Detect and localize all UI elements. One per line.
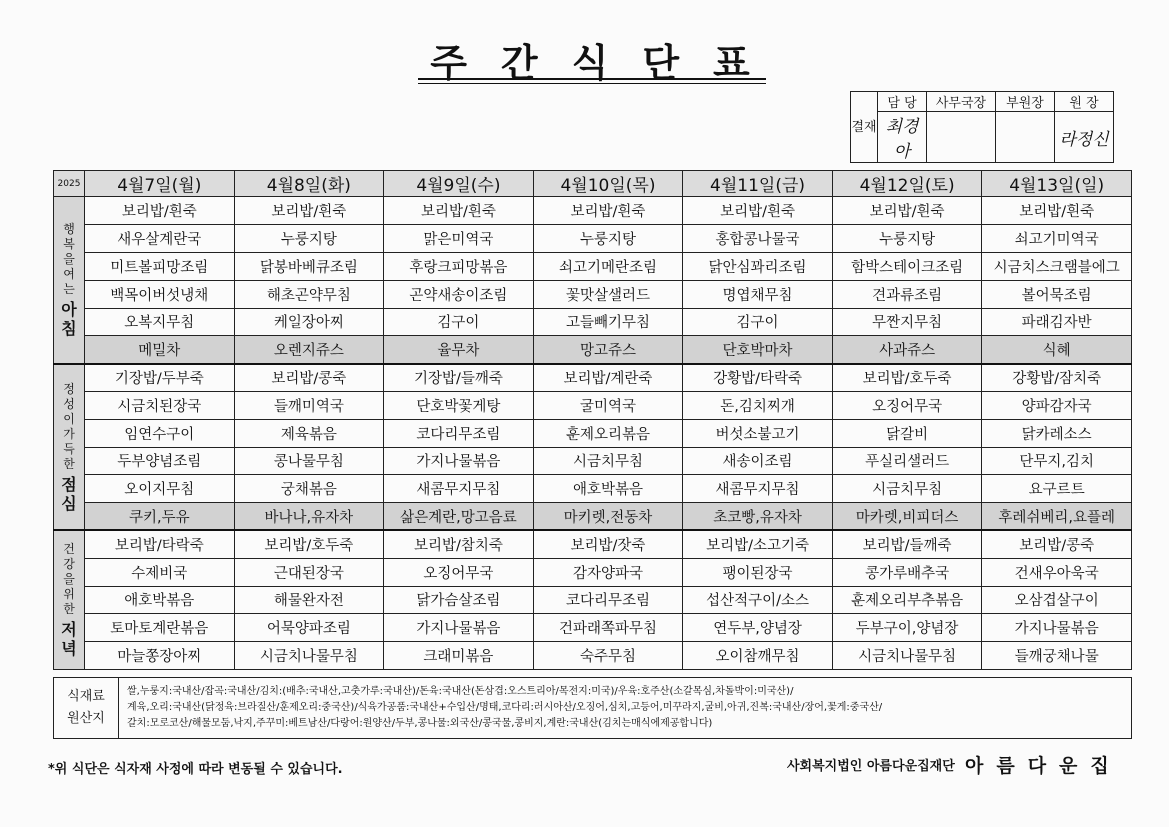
menu-body — [54, 171, 1132, 670]
menu-cell: 미트볼피망조림 — [85, 252, 235, 280]
menu-cell: 마카렛,비피더스 — [832, 503, 982, 531]
approval-header-vice-director: 부원장 — [996, 92, 1055, 112]
title-underline-thin — [418, 83, 766, 84]
page-title — [380, 34, 800, 84]
menu-cell: 보리밥/흰죽 — [85, 197, 235, 225]
approval-signature-secretary — [927, 112, 996, 163]
origin-table — [53, 677, 1132, 739]
menu-row — [54, 642, 1132, 670]
menu-cell: 보리밥/콩죽 — [982, 530, 1132, 558]
menu-cell: 돈,김치찌개 — [683, 391, 833, 419]
menu-cell: 가지나물볶음 — [982, 614, 1132, 642]
meal-label-cell — [54, 530, 85, 669]
menu-row — [54, 391, 1132, 419]
menu-cell: 명엽채무침 — [683, 280, 833, 308]
menu-row — [54, 447, 1132, 475]
menu-cell: 근대된장국 — [234, 558, 384, 586]
menu-cell: 쇠고기미역국 — [982, 225, 1132, 253]
menu-cell: 감자양파국 — [533, 558, 683, 586]
menu-cell: 수제비국 — [85, 558, 235, 586]
menu-cell: 보리밥/계란죽 — [533, 364, 683, 392]
origin-label — [54, 678, 119, 739]
day-header: 4월9일(수) — [384, 171, 534, 197]
day-header: 4월12일(토) — [832, 171, 982, 197]
day-header: 4월7일(월) — [85, 171, 235, 197]
menu-cell: 고들빼기무침 — [533, 308, 683, 336]
menu-change-note: *위 식단은 식자재 사정에 따라 변동될 수 있습니다. — [48, 762, 343, 777]
menu-cell: 보리밥/흰죽 — [384, 197, 534, 225]
menu-cell: 김구이 — [683, 308, 833, 336]
menu-cell: 바나나,유자차 — [234, 503, 384, 531]
meal-label — [60, 542, 78, 658]
menu-cell: 오렌지쥬스 — [234, 336, 384, 364]
menu-cell: 어묵양파조림 — [234, 614, 384, 642]
year-cell: 2025 — [54, 171, 85, 197]
menu-cell: 꽃맛살샐러드 — [533, 280, 683, 308]
approval-signature-vice-director — [996, 112, 1055, 163]
menu-cell: 기장밥/두부죽 — [85, 364, 235, 392]
approval-header-secretary: 사무국장 — [927, 92, 996, 112]
meal-name: 점심 — [61, 474, 77, 513]
menu-cell: 들깨궁채나물 — [982, 642, 1132, 670]
menu-cell: 백목이버섯냉채 — [85, 280, 235, 308]
menu-cell: 함박스테이크조림 — [832, 252, 982, 280]
origin-line: 쌀,누룽지:국내산/잡곡:국내산/김치:(배추:국내산,고춧가루:국내산)/돈육:국내산(돈삼겹:오스트리아/목전지:미국)/우육:호주산(소갈목심,차돌박이:미국산)/ — [127, 686, 794, 697]
menu-cell: 보리밥/흰죽 — [832, 197, 982, 225]
menu-cell: 들깨미역국 — [234, 391, 384, 419]
menu-cell: 임연수구이 — [85, 419, 235, 447]
day-header: 4월10일(목) — [533, 171, 683, 197]
menu-cell: 건파래쪽파무침 — [533, 614, 683, 642]
meal-label-cell — [54, 197, 85, 364]
menu-cell: 크래미볶음 — [384, 642, 534, 670]
menu-cell: 보리밥/들깨죽 — [832, 530, 982, 558]
menu-cell: 메밀차 — [85, 336, 235, 364]
day-header: 4월11일(금) — [683, 171, 833, 197]
menu-cell: 기장밥/들깨죽 — [384, 364, 534, 392]
menu-cell: 무짠지무침 — [832, 308, 982, 336]
menu-cell: 애호박볶음 — [85, 586, 235, 614]
menu-cell: 콩나물무침 — [234, 447, 384, 475]
menu-cell: 시금치된장국 — [85, 391, 235, 419]
menu-row — [54, 419, 1132, 447]
meal-subtitle: 행 복 을 여 는 — [63, 222, 75, 297]
menu-row — [54, 586, 1132, 614]
approval-box — [850, 91, 1114, 163]
menu-cell: 누룽지탕 — [832, 225, 982, 253]
day-header: 4월8일(화) — [234, 171, 384, 197]
menu-cell: 요구르트 — [982, 475, 1132, 503]
approval-header-manager: 담 당 — [878, 92, 927, 112]
menu-row — [54, 280, 1132, 308]
approval-signature-manager: 최경아 — [878, 112, 927, 163]
menu-cell: 누룽지탕 — [533, 225, 683, 253]
origin-content — [119, 678, 1132, 739]
menu-row — [54, 614, 1132, 642]
menu-cell: 김구이 — [384, 308, 534, 336]
menu-row — [54, 475, 1132, 503]
menu-cell: 맑은미역국 — [384, 225, 534, 253]
menu-row — [54, 197, 1132, 225]
meal-subtitle: 건 강 을 위 한 — [63, 542, 75, 617]
menu-cell: 버섯소불고기 — [683, 419, 833, 447]
menu-cell: 파래김자반 — [982, 308, 1132, 336]
menu-cell: 굴미역국 — [533, 391, 683, 419]
menu-cell: 시금치무침 — [533, 447, 683, 475]
menu-cell: 연두부,양념장 — [683, 614, 833, 642]
menu-row — [54, 364, 1132, 392]
menu-cell: 보리밥/콩죽 — [234, 364, 384, 392]
snack-row — [54, 503, 1132, 531]
menu-cell: 누룽지탕 — [234, 225, 384, 253]
menu-cell: 훈제오리볶음 — [533, 419, 683, 447]
menu-cell: 코다리무조림 — [533, 586, 683, 614]
menu-cell: 견과류조림 — [832, 280, 982, 308]
menu-cell: 숙주무침 — [533, 642, 683, 670]
menu-cell: 토마토계란볶음 — [85, 614, 235, 642]
menu-cell: 케일장아찌 — [234, 308, 384, 336]
meal-label-cell — [54, 364, 85, 531]
origin-line: 계육,오리:국내산(닭정육:브라질산/훈제오리:중국산)/식육가공품:국내산+수입산/명태,코다리:러시아산/오징어,심치,고등어,미꾸라지,굴비,아귀,진복:국내산/장어,꽃게:중국산/ — [127, 702, 883, 713]
menu-cell: 닭안심꽈리조림 — [683, 252, 833, 280]
menu-cell: 푸실리샐러드 — [832, 447, 982, 475]
menu-cell: 단호박마차 — [683, 336, 833, 364]
menu-cell: 닭가슴살조림 — [384, 586, 534, 614]
menu-cell: 보리밥/흰죽 — [234, 197, 384, 225]
menu-cell: 보리밥/흰죽 — [982, 197, 1132, 225]
menu-cell: 보리밥/잣죽 — [533, 530, 683, 558]
origin-line: 갈치:모로코산/해물모둠,낙지,주꾸미:베트남산/다랑어:원양산/두부,콩나물:외국산/콩국물,콩비지,계란:국내산(김치는매식에제공합니다) — [127, 718, 713, 729]
menu-cell: 양파감자국 — [982, 391, 1132, 419]
menu-cell: 보리밥/참치죽 — [384, 530, 534, 558]
menu-cell: 해물완자전 — [234, 586, 384, 614]
menu-cell: 닭갈비 — [832, 419, 982, 447]
meal-name: 저녁 — [61, 620, 77, 659]
meal-label — [60, 222, 78, 338]
menu-cell: 두부구이,양념장 — [832, 614, 982, 642]
menu-cell: 제육볶음 — [234, 419, 384, 447]
menu-row — [54, 308, 1132, 336]
corporation-name: 아름다운집 — [965, 755, 1122, 777]
menu-cell: 애호박볶음 — [533, 475, 683, 503]
menu-cell: 마늘쫑장아찌 — [85, 642, 235, 670]
menu-cell: 두부양념조림 — [85, 447, 235, 475]
menu-cell: 홍합콩나물국 — [683, 225, 833, 253]
menu-cell: 보리밥/소고기죽 — [683, 530, 833, 558]
menu-cell: 마키렛,전동차 — [533, 503, 683, 531]
menu-cell: 곤약새송이조림 — [384, 280, 534, 308]
menu-cell: 보리밥/타락죽 — [85, 530, 235, 558]
menu-cell: 섭산적구이/소스 — [683, 586, 833, 614]
menu-row — [54, 252, 1132, 280]
menu-cell: 팽이된장국 — [683, 558, 833, 586]
menu-cell: 가지나물볶음 — [384, 614, 534, 642]
menu-cell: 가지나물볶음 — [384, 447, 534, 475]
day-header: 4월13일(일) — [982, 171, 1132, 197]
menu-cell: 삶은계란,망고음료 — [384, 503, 534, 531]
menu-cell: 쇠고기메란조림 — [533, 252, 683, 280]
menu-cell: 코다리무조림 — [384, 419, 534, 447]
menu-cell: 시금치무침 — [832, 475, 982, 503]
menu-cell: 시금치스크램블에그 — [982, 252, 1132, 280]
menu-cell: 후랑크피망볶음 — [384, 252, 534, 280]
menu-cell: 오징어무국 — [832, 391, 982, 419]
approval-header-director: 원 장 — [1055, 92, 1114, 112]
page-title-text: 주간식단표 — [430, 39, 784, 85]
menu-cell: 단무지,김치 — [982, 447, 1132, 475]
menu-cell: 시금치나물무침 — [832, 642, 982, 670]
meal-subtitle: 정 성 이 가 득 한 — [63, 381, 75, 471]
menu-cell: 건새우아욱국 — [982, 558, 1132, 586]
origin-label-line2: 원산지 — [67, 711, 105, 726]
menu-cell: 오징어무국 — [384, 558, 534, 586]
menu-row — [54, 225, 1132, 253]
menu-cell: 새콤무지무침 — [683, 475, 833, 503]
weekly-menu-table — [53, 170, 1132, 670]
menu-cell: 콩가루배추국 — [832, 558, 982, 586]
menu-cell: 보리밥/호두죽 — [234, 530, 384, 558]
menu-cell: 사과쥬스 — [832, 336, 982, 364]
snack-row — [54, 336, 1132, 364]
menu-cell: 새콤무지무침 — [384, 475, 534, 503]
menu-cell: 보리밥/흰죽 — [683, 197, 833, 225]
meal-label — [60, 382, 78, 513]
menu-cell: 식혜 — [982, 336, 1132, 364]
menu-cell: 닭카레소스 — [982, 419, 1132, 447]
menu-cell: 단호박꽃게탕 — [384, 391, 534, 419]
menu-cell: 율무차 — [384, 336, 534, 364]
approval-signature-director: 라정신 — [1055, 112, 1114, 163]
menu-cell: 후레쉬베리,요플레 — [982, 503, 1132, 531]
menu-cell: 강황밥/잠치죽 — [982, 364, 1132, 392]
menu-cell: 오이참깨무침 — [683, 642, 833, 670]
menu-cell: 오삼겹살구이 — [982, 586, 1132, 614]
menu-row — [54, 530, 1132, 558]
menu-cell: 오복지무침 — [85, 308, 235, 336]
menu-cell: 볼어묵조림 — [982, 280, 1132, 308]
menu-cell: 훈제오리부추볶음 — [832, 586, 982, 614]
menu-cell: 새송이조림 — [683, 447, 833, 475]
approval-label: 결재 — [851, 92, 878, 163]
title-underline — [418, 78, 766, 80]
menu-cell: 망고쥬스 — [533, 336, 683, 364]
menu-cell: 강황밥/타락죽 — [683, 364, 833, 392]
menu-cell: 오이지무침 — [85, 475, 235, 503]
menu-cell: 보리밥/흰죽 — [533, 197, 683, 225]
menu-cell: 시금치나물무침 — [234, 642, 384, 670]
menu-cell: 보리밥/호두죽 — [832, 364, 982, 392]
menu-cell: 궁채볶음 — [234, 475, 384, 503]
menu-row — [54, 558, 1132, 586]
corporation-prefix: 사회복지법인 아름다운집재단 — [787, 759, 955, 774]
menu-cell: 쿠키,두유 — [85, 503, 235, 531]
meal-name: 아침 — [61, 300, 77, 339]
origin-label-line1: 식재료 — [67, 689, 105, 704]
menu-cell: 닭봉바베큐조림 — [234, 252, 384, 280]
menu-cell: 해초곤약무침 — [234, 280, 384, 308]
header-row — [54, 171, 1132, 197]
menu-cell: 새우살계란국 — [85, 225, 235, 253]
menu-cell: 초코빵,유자차 — [683, 503, 833, 531]
